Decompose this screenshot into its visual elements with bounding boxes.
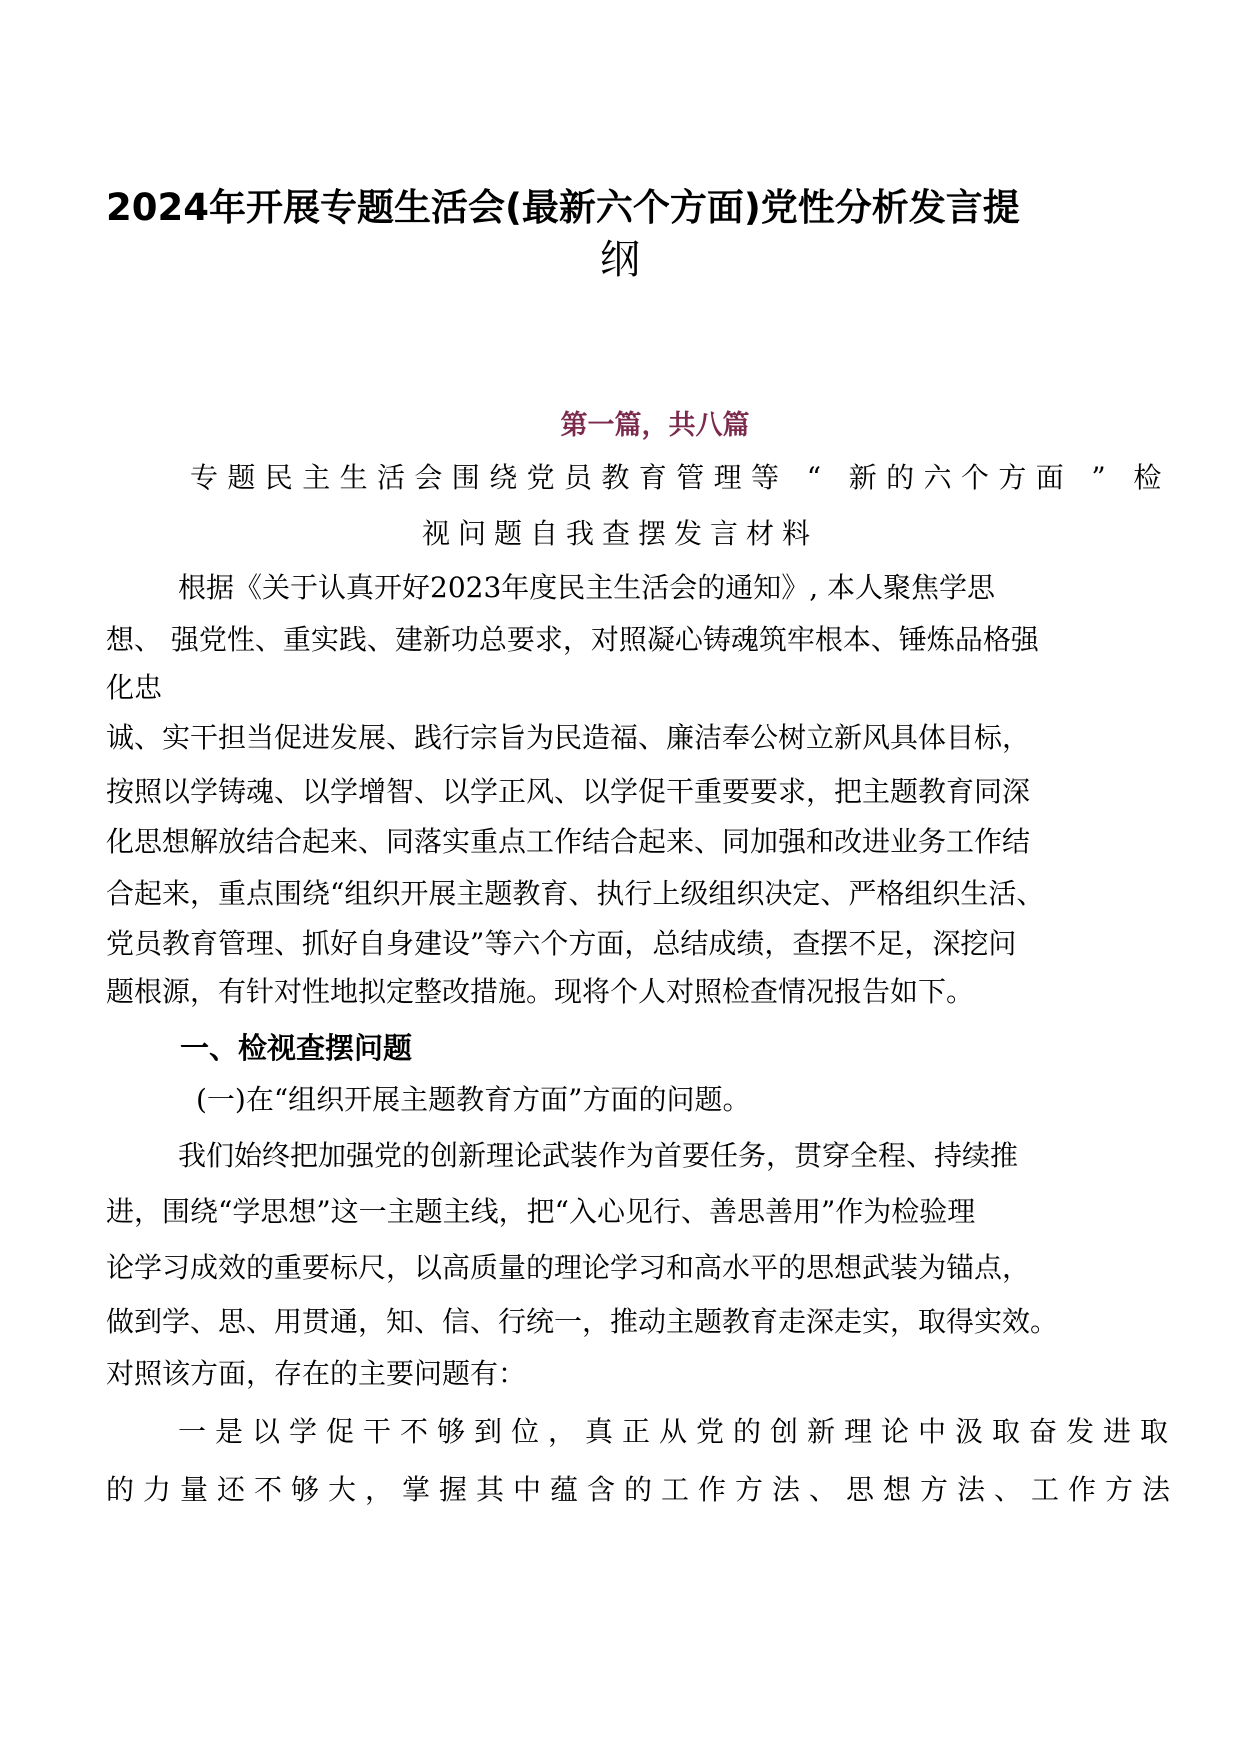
intro-line: 根据《关于认真开好2023年度民主生活会的通知》, 本人聚焦学思 <box>178 571 996 604</box>
section-heading: 一、检视查摆问题 <box>180 1031 413 1065</box>
part-label: 第一篇，共八篇 <box>560 410 750 441</box>
body-line: 我们始终把加强党的创新理论武装作为首要任务，贯穿全程、持续推 <box>178 1139 1019 1172</box>
intro-line: 想、 强党性、重实践、建新功总要求，对照凝心铸魂筑牢根本、锤炼品格强 <box>106 623 1039 656</box>
intro-line: 化思想解放结合起来、同落实重点工作结合起来、同加强和改进业务工作结 <box>106 825 1031 858</box>
intro-line: 按照以学铸魂、以学增智、以学正风、以学促干重要要求，把主题教育同深 <box>106 775 1031 808</box>
issue-line: 一是以学促干不够到位，真正从党的创新理论中汲取奋发进取 <box>178 1415 1178 1448</box>
issue-line: 的力量还不够大，掌握其中蕴含的工作方法、思想方法、工作方法 <box>106 1473 1180 1506</box>
document-title-line-2: 纲 <box>600 237 640 283</box>
subtitle-line-1: 专题民主生活会围绕党员教育管理等 “ 新的六个方面 ” 检 <box>190 461 1171 494</box>
subtitle-line-2: 视问题自我查摆发言材料 <box>421 517 818 550</box>
intro-line: 题根源，有针对性地拟定整改措施。现将个人对照检查情况报告如下。 <box>106 975 975 1008</box>
body-line: 对照该方面，存在的主要问题有： <box>106 1357 527 1390</box>
body-line: 进，围绕“学思想”这一主题主线，把“入心见行、善思善用”作为检验理 <box>106 1195 976 1228</box>
document-title-line-1: 2024年开展专题生活会(最新六个方面)党性分析发言提 <box>106 186 1020 229</box>
subsection-heading: (一)在“组织开展主题教育方面”方面的问题。 <box>196 1083 751 1116</box>
intro-line: 党员教育管理、抓好自身建设”等六个方面，总结成绩，查摆不足，深挖问 <box>106 927 1017 960</box>
body-line: 做到学、思、用贯通，知、信、行统一，推动主题教育走深走实，取得实效。 <box>106 1305 1059 1338</box>
intro-line: 诚、实干担当促进发展、践行宗旨为民造福、廉洁奉公树立新风具体目标， <box>106 721 1031 754</box>
intro-line: 合起来，重点围绕“组织开展主题教育、执行上级组织决定、严格组织生活、 <box>106 877 1045 910</box>
intro-line: 化忠 <box>106 671 163 704</box>
body-line: 论学习成效的重要标尺，以高质量的理论学习和高水平的思想武装为锚点， <box>106 1251 1031 1284</box>
